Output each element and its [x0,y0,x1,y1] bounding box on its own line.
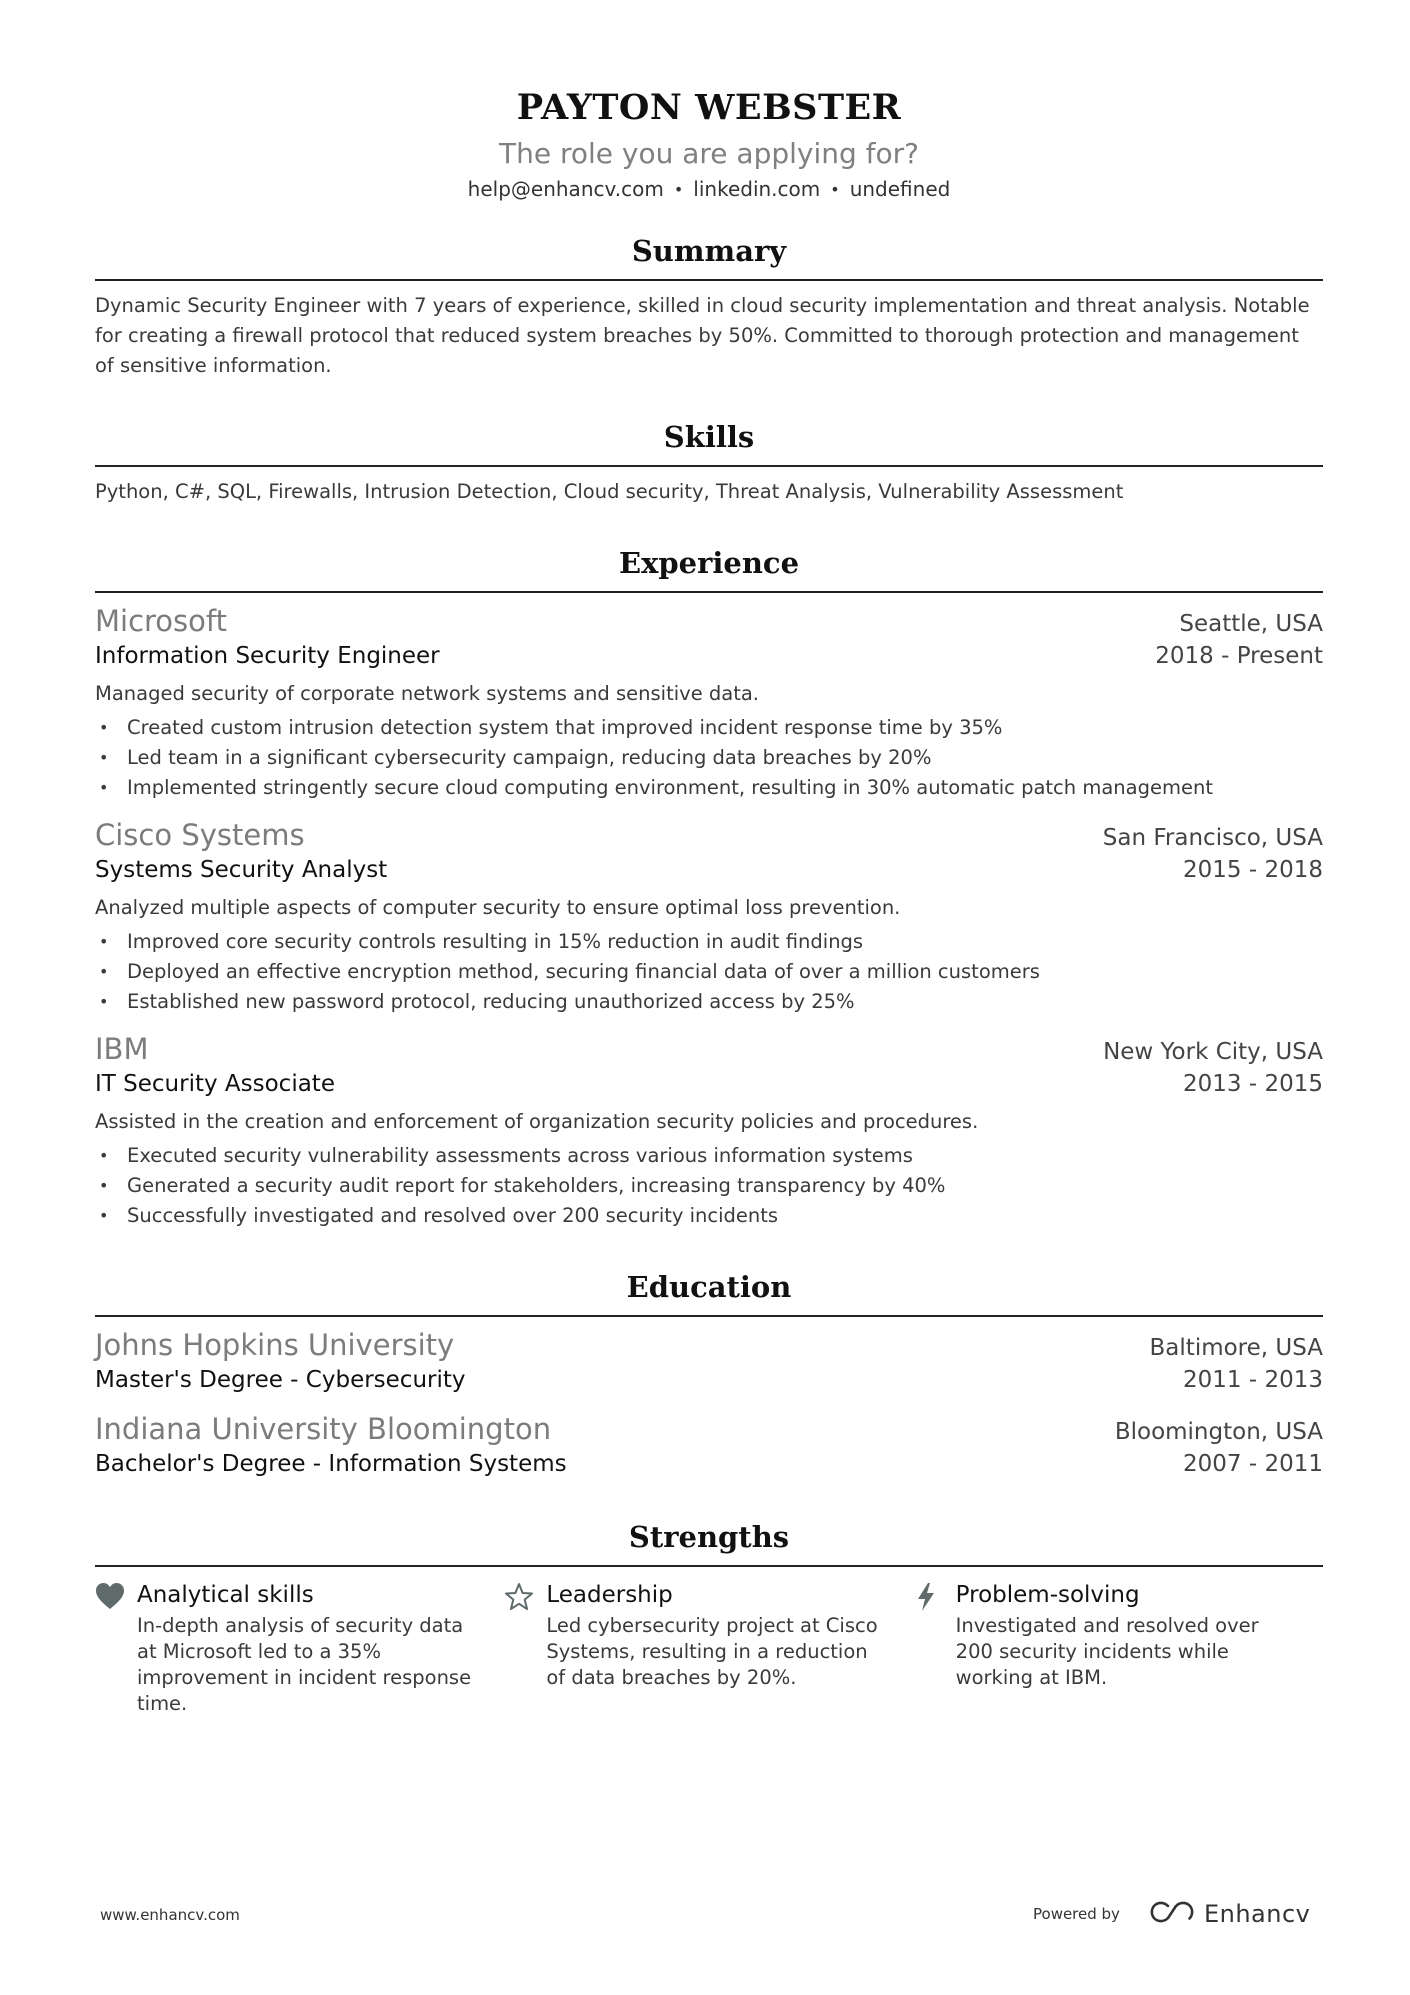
separator-dot: • [830,180,840,199]
section-title-education: Education [95,1267,1323,1317]
list-item [95,1141,1323,1171]
strengths-section [95,1517,1323,1717]
job-dates: 2013 - 2015 [1183,1071,1323,1097]
footer-website[interactable]: www.enhancv.com [100,1906,240,1924]
school-location: Bloomington, USA [1114,1419,1323,1445]
education-entry [95,1411,1323,1481]
experience-section [95,543,1323,1231]
bullet-text: Improved core security controls resulting in 15% reduction in audit findings [127,930,864,953]
bullet-icon: • [99,778,109,797]
bullet-text: Deployed an effective encryption method, securing financial data of over a million customers [127,960,1040,983]
job-dates: 2015 - 2018 [1183,857,1323,883]
job-description: Assisted in the creation and enforcement of organization security policies and procedures. [95,1110,979,1133]
strengths-list [95,1579,1323,1717]
job-company: Cisco Systems [95,818,305,852]
list-item [95,927,1323,957]
strength-description: Investigated and resolved over 200 security incidents while working at IBM. [955,1614,1259,1689]
bullet-text: Established new password protocol, reducing unauthorized access by 25% [127,990,855,1013]
skills-text: Python, C#, SQL, Firewalls, Intrusion Detection, Cloud security, Threat Analysis, Vulnerability Assessment [95,480,1124,503]
contact-extra: undefined [849,177,951,201]
summary-section [95,231,1323,381]
job-description: Managed security of corporate network systems and sensitive data. [95,682,760,705]
job-company: IBM [95,1032,149,1066]
section-title-experience: Experience [95,543,1323,593]
bullet-text: Generated a security audit report for stakeholders, increasing transparency by 40% [127,1174,946,1197]
job-position: Information Security Engineer [95,643,440,669]
strength-title: Analytical skills [137,1582,314,1608]
powered-by-label: Powered by [1033,1905,1120,1923]
list-item [95,957,1323,987]
bullet-icon: • [99,932,109,951]
education-dates: 2007 - 2011 [1183,1451,1323,1477]
section-title-strengths: Strengths [95,1517,1323,1567]
contact-line [95,176,1323,203]
separator-dot: • [673,180,684,199]
footer-branding [1033,1900,1310,1928]
bullet-text: Created custom intrusion detection system that improved incident response time by 35% [127,716,1003,739]
degree: Master's Degree - Cybersecurity [95,1367,466,1393]
education-entry [95,1327,1323,1397]
contact-email[interactable]: help@enhancv.com [467,177,664,201]
heart-icon [95,1579,137,1717]
strength-item [504,1579,913,1717]
list-item [95,743,1323,773]
lightning-icon [914,1579,956,1717]
bullet-icon: • [99,1206,109,1225]
resume-page [95,0,1323,1995]
job-location: San Francisco, USA [1102,825,1323,851]
education-dates: 2011 - 2013 [1183,1367,1323,1393]
degree: Bachelor's Degree - Information Systems [95,1451,567,1477]
job-bullets [95,1141,1323,1231]
bullet-icon: • [99,962,109,981]
bullet-icon: • [99,992,109,1011]
job-description: Analyzed multiple aspects of computer security to ensure optimal loss prevention. [95,896,901,919]
bullet-icon: • [99,718,109,737]
bullet-text: Implemented stringently secure cloud computing environment, resulting in 30% automatic patch management [127,776,1213,799]
strength-description: In-depth analysis of security data at Microsoft led to a 35% improvement in incident response time. [137,1614,472,1715]
job-location: Seattle, USA [1179,611,1323,637]
school-name: Indiana University Bloomington [95,1412,552,1446]
bullet-text: Led team in a significant cybersecurity campaign, reducing data breaches by 20% [127,746,932,769]
enhancv-logo-icon [1148,1900,1196,1928]
section-title-skills: Skills [95,417,1323,467]
bullet-icon: • [99,1176,109,1195]
bullet-text: Successfully investigated and resolved over 200 security incidents [127,1204,779,1227]
school-name: Johns Hopkins University [95,1328,455,1362]
job-dates: 2018 - Present [1155,643,1323,669]
job-entry [95,817,1323,1017]
list-item [95,1201,1323,1231]
job-company: Microsoft [95,604,227,638]
job-location: New York City, USA [1103,1039,1323,1065]
list-item [95,713,1323,743]
star-icon [504,1579,546,1717]
summary-text: Dynamic Security Engineer with 7 years of experience, skilled in cloud security implementation and threat analysis. Notable for creating a firewall protocol that reduced system breaches by 50%. Committed to thorough protection and management of sensitive information. [95,294,1310,377]
candidate-name: PAYTON WEBSTER [516,87,902,128]
job-position: IT Security Associate [95,1071,335,1097]
school-location: Baltimore, USA [1149,1335,1323,1361]
strength-description: Led cybersecurity project at Cisco Systems, resulting in a reduction of data breaches by 20%. [546,1614,878,1689]
brand-name: Enhancv [1203,1900,1311,1928]
list-item [95,987,1323,1017]
list-item [95,1171,1323,1201]
strength-title: Leadership [546,1582,673,1608]
resume-header [95,0,1323,203]
strength-item [95,1579,504,1717]
job-bullets [95,927,1323,1017]
contact-linkedin[interactable]: linkedin.com [693,177,821,201]
target-role: The role you are applying for? [498,137,920,170]
job-entry [95,603,1323,803]
strength-item [914,1579,1323,1717]
list-item [95,773,1323,803]
education-section [95,1267,1323,1481]
bullet-text: Executed security vulnerability assessments across various information systems [127,1144,913,1167]
bullet-icon: • [99,748,109,767]
skills-section [95,417,1323,507]
bullet-icon: • [99,1146,109,1165]
job-entry [95,1031,1323,1231]
strength-title: Problem-solving [955,1582,1140,1608]
section-title-summary: Summary [95,231,1323,281]
job-position: Systems Security Analyst [95,857,388,883]
job-bullets [95,713,1323,803]
